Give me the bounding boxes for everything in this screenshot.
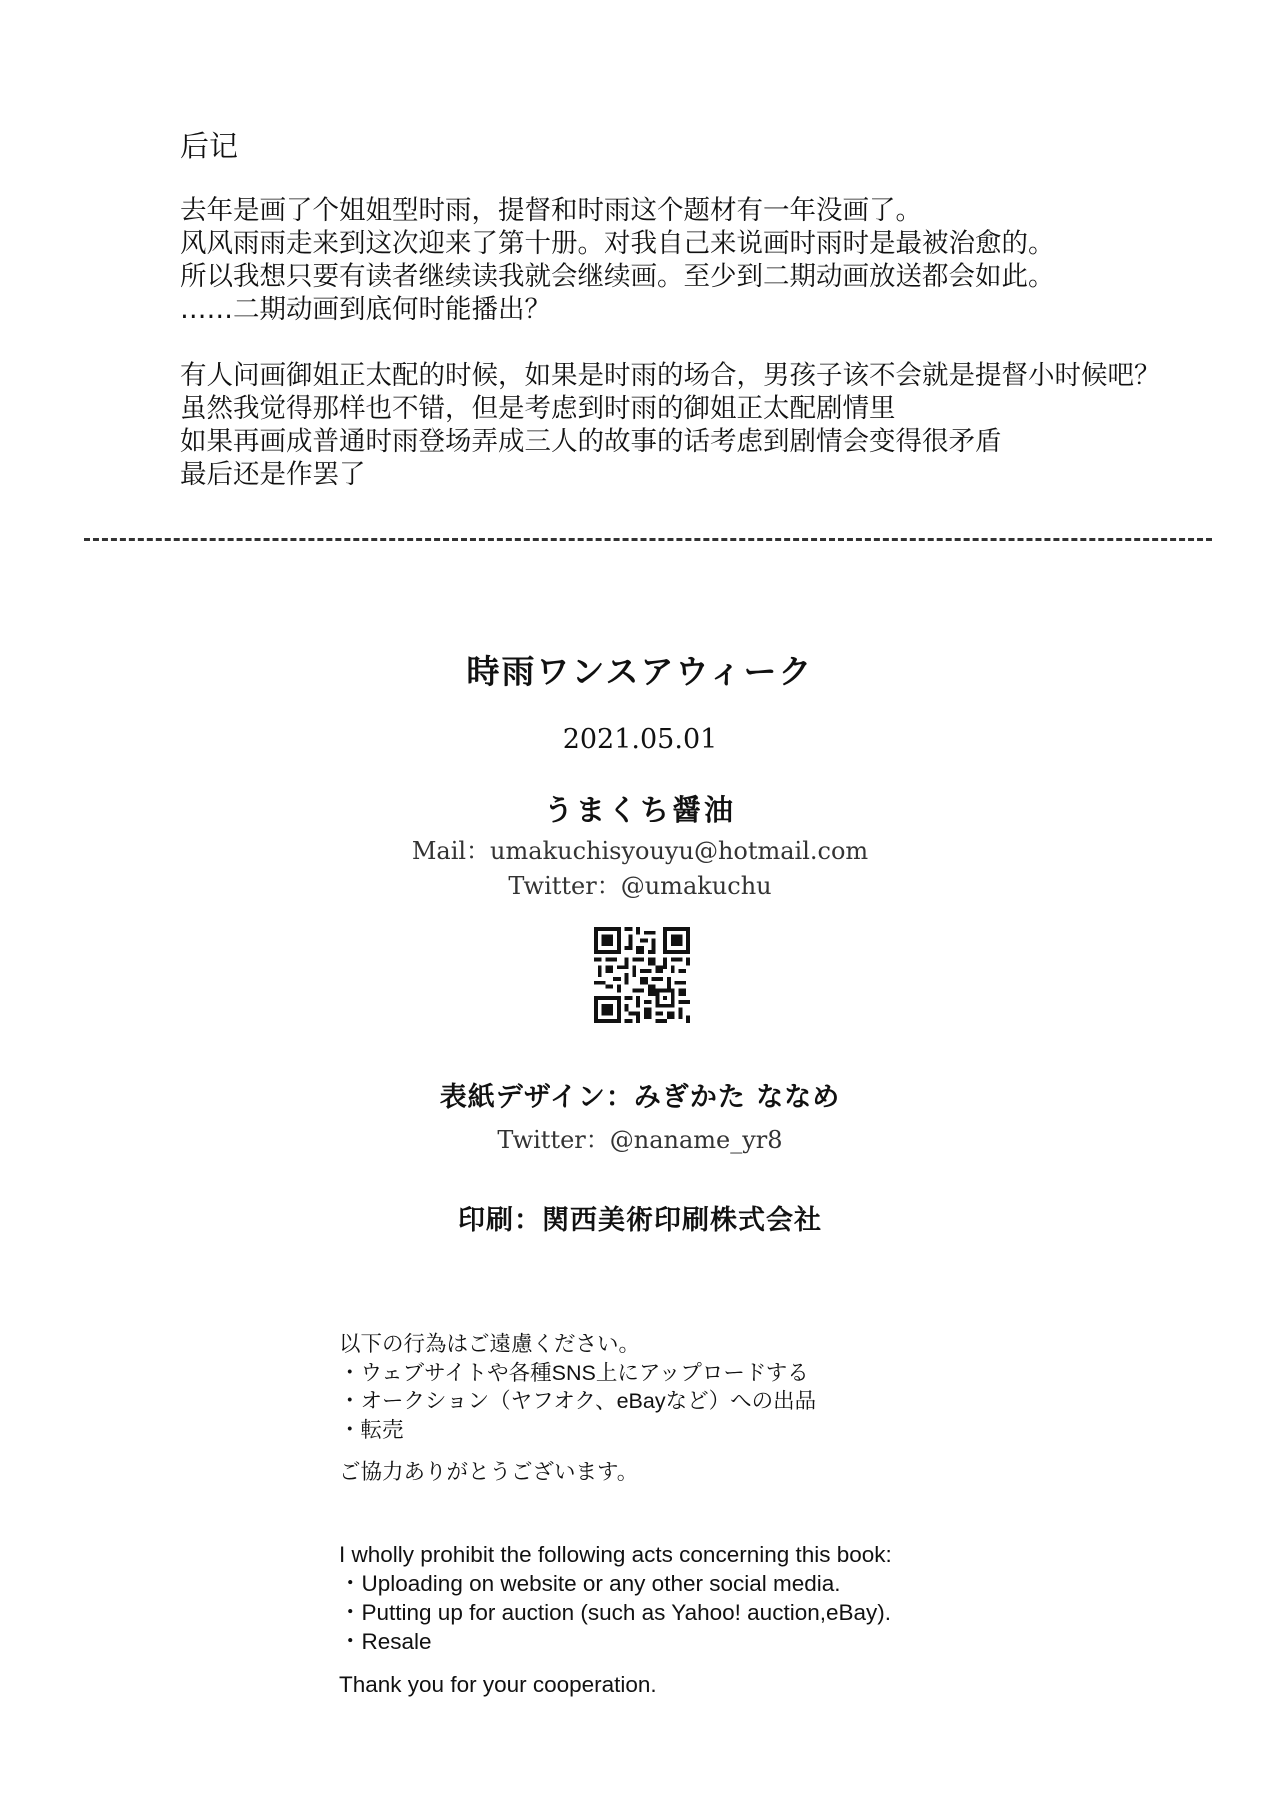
notice-item: ・オークション（ヤフオク、eBayなど）への出品 — [339, 1389, 817, 1413]
notice-intro: 以下の行為はご遠慮ください。 — [339, 1332, 641, 1356]
afterword-line: 有人问画御姐正太配的时候，如果是时雨的场合，男孩子该不会就是提督小时候吧？ — [180, 360, 1161, 391]
qr-code-icon — [594, 927, 690, 1023]
spacer — [339, 1444, 816, 1458]
contact-mail: Mail：umakuchisyouyu@hotmail.com — [411, 837, 869, 865]
afterword-line: 风风雨雨走来到这次迎来了第十册。对我自己来说画时雨时是最被治愈的。 — [180, 228, 1055, 259]
circle-name: うまくち醤油 — [543, 793, 736, 827]
english-notice — [339, 1540, 892, 1699]
notice-intro: I wholly prohibit the following acts concerning this book: — [339, 1542, 892, 1567]
afterword-line: ……二期动画到底何时能播出？ — [180, 294, 551, 325]
spacer — [339, 1656, 892, 1670]
afterword-line: 去年是画了个姐姐型时雨，提督和时雨这个题材有一年没画了。 — [180, 195, 922, 226]
cover-designer-twitter: Twitter：@naname_yr8 — [497, 1126, 783, 1154]
author-twitter: Twitter：@umakuchu — [508, 872, 772, 900]
notice-item: ・ウェブサイトや各種SNS上にアップロードする — [339, 1360, 809, 1385]
afterword-line: 如果再画成普通时雨登场弄成三人的故事的话考虑到剧情会变得很矛盾 — [180, 426, 1002, 457]
notice-item: ・転売 — [339, 1417, 404, 1442]
printing-credit: 印刷：関西美術印刷株式会社 — [458, 1205, 822, 1236]
afterword-title: 后记 — [180, 129, 239, 163]
dashed-divider — [84, 538, 1212, 541]
notice-item: ・Putting up for auction (such as Yahoo! auction,eBay). — [339, 1600, 891, 1625]
notice-item: ・Uploading on website or any other social media. — [339, 1571, 841, 1596]
notice-item: ・Resale — [339, 1629, 432, 1654]
cover-design-credit: 表紙デザイン：みぎかた ななめ — [439, 1082, 841, 1113]
afterword-line: 所以我想只要有读者继续读我就会继续画。至少到二期动画放送都会如此。 — [180, 261, 1055, 292]
afterword-section — [180, 128, 1240, 524]
notice-thanks: ご協力ありがとうございます。 — [339, 1460, 639, 1484]
book-title: 時雨ワンスアウィーク — [466, 652, 814, 691]
afterword-line: 最后还是作罢了 — [180, 459, 366, 490]
japanese-notice — [339, 1330, 816, 1487]
publish-date: 2021.05.01 — [562, 724, 718, 755]
afterword-line: 虽然我觉得那样也不错，但是考虑到时雨的御姐正太配剧情里 — [180, 393, 896, 424]
afterword-paragraph-2 — [180, 359, 1240, 491]
afterword-paragraph-1 — [180, 194, 1240, 326]
notice-thanks: Thank you for your cooperation. — [339, 1672, 657, 1697]
